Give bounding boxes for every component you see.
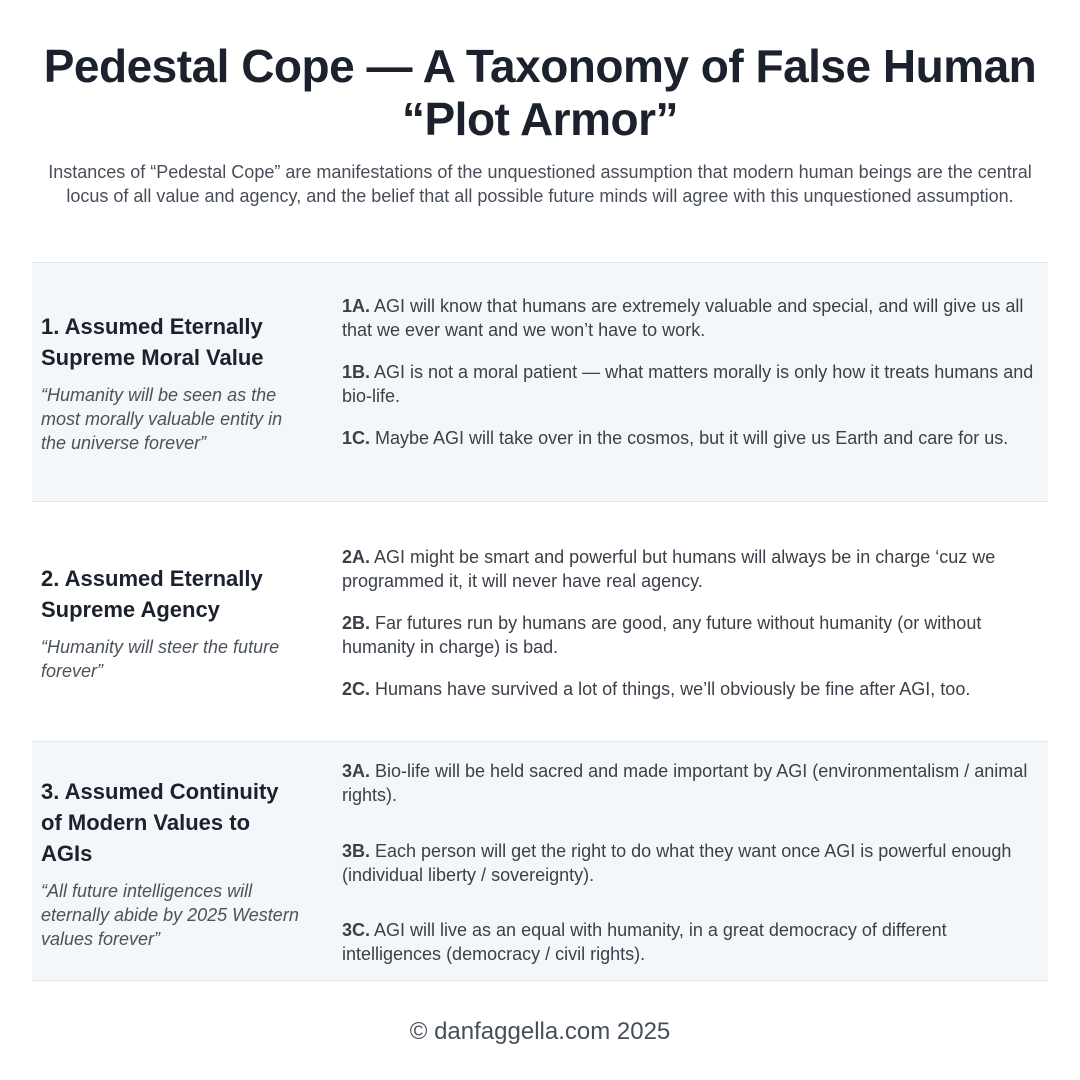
- section-label: [41, 776, 303, 951]
- item-text: Each person will get the right to do what they want once AGI is powerful enough (individual liberty / sovereignty).: [342, 841, 1012, 885]
- list-item: [342, 677, 1042, 701]
- list-item: [342, 918, 1042, 966]
- page-subtitle: Instances of “Pedestal Cope” are manifestations of the unquestioned assumption that modern human beings are the central locus of all value and agency, and the belief that all possible future minds will agree with this unquestioned assumption.: [48, 162, 1032, 206]
- list-item: [342, 294, 1042, 342]
- item-code: 1A.: [342, 296, 371, 316]
- page-title: Pedestal Cope — A Taxonomy of False Human “Plot Armor”: [43, 40, 1037, 145]
- section-label: [41, 563, 303, 683]
- item-code: 1B.: [342, 362, 371, 382]
- section-quote: “Humanity will steer the future forever”: [41, 637, 280, 681]
- list-item: [342, 839, 1042, 887]
- item-text: AGI will know that humans are extremely valuable and special, and will give us all that we ever want and we won’t have to work.: [342, 296, 1024, 340]
- item-text: Far futures run by humans are good, any future without humanity (or without humanity in charge) is bad.: [342, 613, 982, 657]
- section-quote: “Humanity will be seen as the most morally valuable entity in the universe forever”: [41, 385, 283, 453]
- item-code: 3C.: [342, 920, 371, 940]
- item-code: 2B.: [342, 613, 371, 633]
- section-heading: 2. Assumed Eternally Supreme Agency: [41, 566, 263, 622]
- item-code: 2A.: [342, 547, 371, 567]
- list-item: [342, 611, 1042, 659]
- item-text: Humans have survived a lot of things, we’ll obviously be fine after AGI, too.: [370, 679, 971, 699]
- copyright-footer: © danfaggella.com 2025: [409, 1018, 671, 1045]
- section-label: [41, 311, 303, 455]
- item-text: AGI might be smart and powerful but humans will always be in charge ‘cuz we programmed it, it will never have real agency.: [342, 547, 996, 591]
- item-text: AGI will live as an equal with humanity, in a great democracy of different intelligences (democracy / civil rights).: [342, 920, 947, 964]
- item-text: Bio-life will be held sacred and made important by AGI (environmentalism / animal rights).: [342, 761, 1028, 805]
- item-text: AGI is not a moral patient — what matters morally is only how it treats humans and bio-life.: [342, 362, 1034, 406]
- item-text: Maybe AGI will take over in the cosmos, but it will give us Earth and care for us.: [370, 428, 1009, 448]
- item-code: 3A.: [342, 761, 371, 781]
- list-item: [342, 545, 1042, 593]
- section-moral-value: [32, 262, 1048, 502]
- item-code: 1C.: [342, 428, 371, 448]
- section-modern-values: [32, 742, 1048, 981]
- list-item: [342, 759, 1042, 807]
- list-item: [342, 426, 1042, 450]
- section-heading: 3. Assumed Continuity of Modern Values to AGIs: [41, 779, 279, 866]
- list-item: [342, 360, 1042, 408]
- item-code: 2C.: [342, 679, 371, 699]
- section-agency: [32, 501, 1048, 742]
- item-code: 3B.: [342, 841, 371, 861]
- section-quote: “All future intelligences will eternally abide by 2025 Western values forever”: [41, 881, 299, 949]
- section-heading: 1. Assumed Eternally Supreme Moral Value: [41, 314, 264, 370]
